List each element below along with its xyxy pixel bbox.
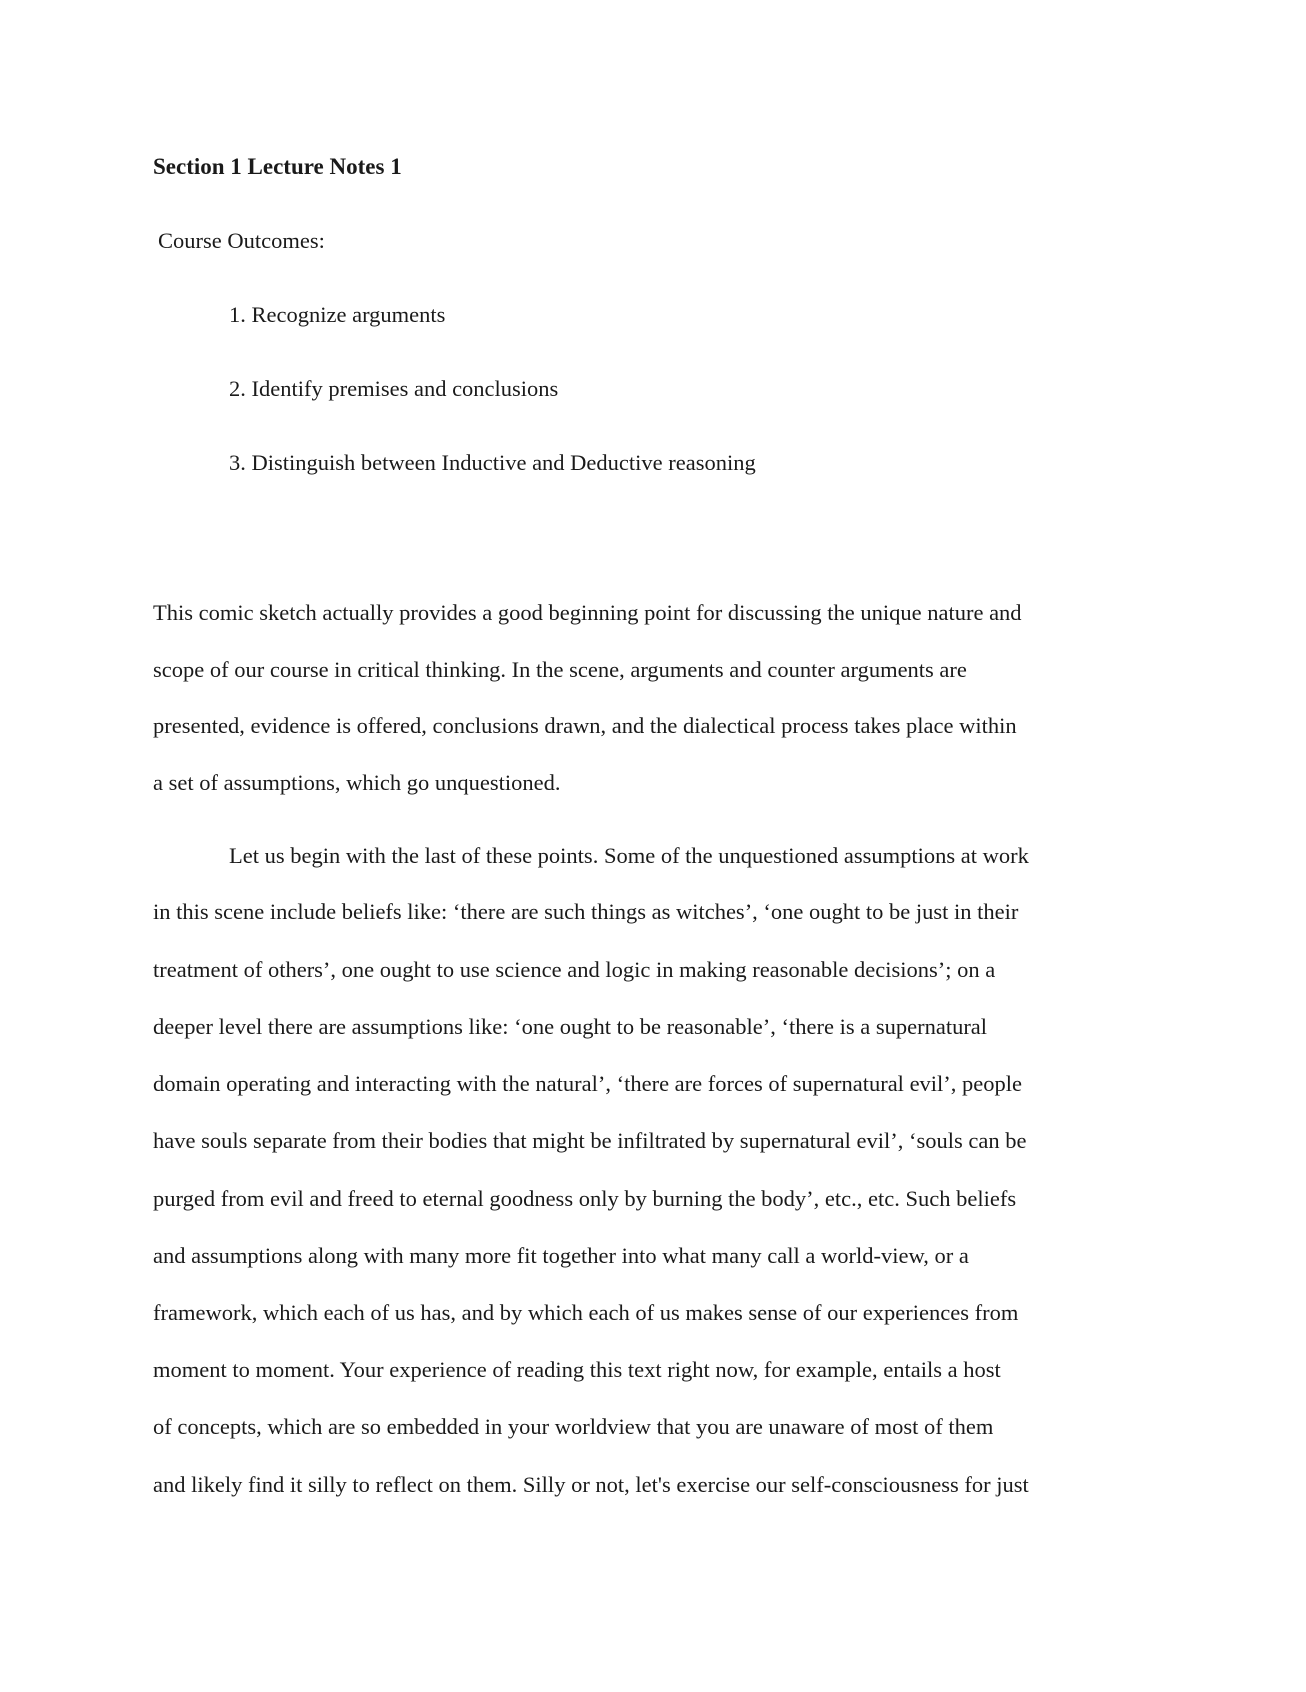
paragraph-line: have souls separate from their bodies that might be infiltrated by supernatural evil’, ‘souls can be (153, 1128, 1027, 1153)
outcome-item: 1. Recognize arguments (229, 302, 446, 327)
paragraph-line: purged from evil and freed to eternal goodness only by burning the body’, etc., etc. Such beliefs (153, 1186, 1017, 1211)
paragraph-line: This comic sketch actually provides a good beginning point for discussing the unique nature and (153, 600, 1022, 625)
page-title: Section 1 Lecture Notes 1 (153, 154, 402, 179)
paragraph-line: Let us begin with the last of these points. Some of the unquestioned assumptions at work (229, 843, 1029, 868)
outcome-item: 3. Distinguish between Inductive and Deductive reasoning (229, 450, 756, 475)
paragraph-line: domain operating and interacting with the natural’, ‘there are forces of supernatural evil’, people (153, 1071, 1023, 1096)
paragraph-line: presented, evidence is offered, conclusions drawn, and the dialectical process takes place within (153, 713, 1017, 738)
paragraph-line: a set of assumptions, which go unquestioned. (153, 770, 561, 795)
paragraph-line: in this scene include beliefs like: ‘there are such things as witches’, ‘one ought to be just in their (153, 899, 1019, 924)
paragraph-line: and likely find it silly to reflect on them. Silly or not, let's exercise our self-consciousness for just (153, 1472, 1029, 1497)
paragraph-line: moment to moment. Your experience of reading this text right now, for example, entails a host (153, 1357, 1001, 1382)
paragraph-line: and assumptions along with many more fit together into what many call a world-view, or a (153, 1243, 969, 1268)
outcomes-list (229, 302, 756, 524)
paragraph-line: of concepts, which are so embedded in your worldview that you are unaware of most of them (153, 1414, 994, 1439)
outcomes-label: Course Outcomes: (158, 228, 325, 253)
paragraph-line: scope of our course in critical thinking. In the scene, arguments and counter arguments are (153, 657, 967, 682)
paragraph-line: framework, which each of us has, and by which each of us makes sense of our experiences from (153, 1300, 1019, 1325)
paragraph-line: treatment of others’, one ought to use science and logic in making reasonable decisions’; on a (153, 957, 996, 982)
paragraph-line: deeper level there are assumptions like: ‘one ought to be reasonable’, ‘there is a supernatural (153, 1014, 988, 1039)
outcome-item: 2. Identify premises and conclusions (229, 376, 559, 401)
